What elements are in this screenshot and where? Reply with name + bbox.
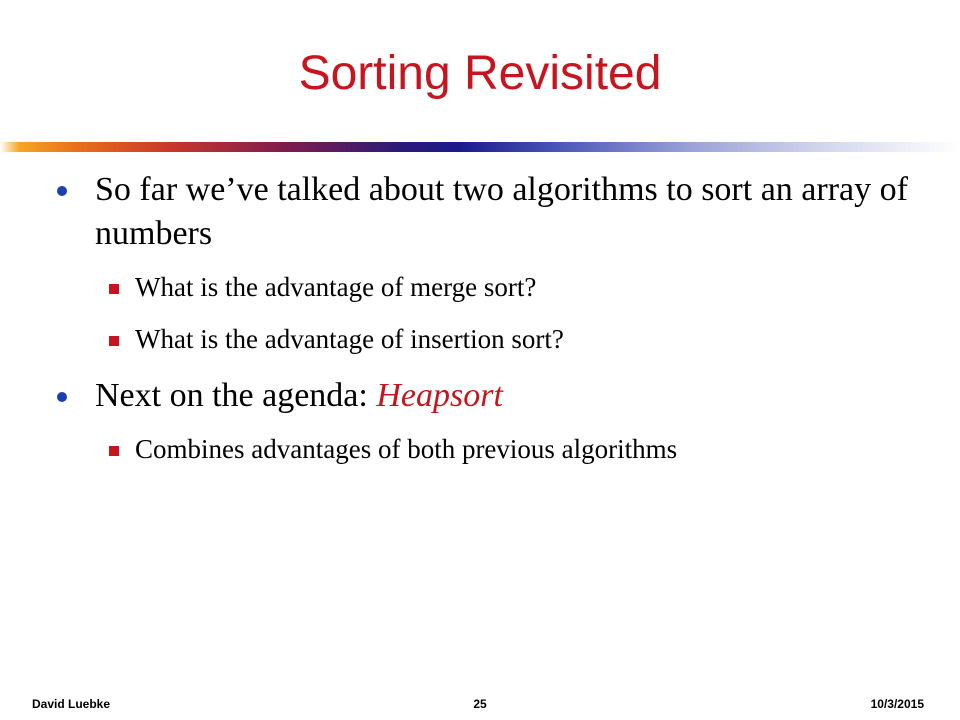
bullet-text: Next on the agenda:	[95, 377, 377, 414]
bullet-text: Combines advantages of both previous algorithms	[135, 434, 678, 464]
bullet-point-level1	[55, 374, 925, 418]
footer-page-number: 25	[473, 697, 487, 711]
bullet-text: What is the advantage of merge sort?	[135, 272, 537, 302]
bullet-point-level2	[55, 270, 925, 304]
square-bullet-icon	[109, 284, 119, 294]
round-bullet-icon	[57, 392, 67, 402]
square-bullet-icon	[109, 446, 119, 456]
bullet-point-level2	[55, 322, 925, 356]
slide-body	[55, 168, 925, 484]
round-bullet-icon	[57, 186, 67, 196]
bullet-point-level2	[55, 432, 925, 466]
bullet-text: What is the advantage of insertion sort?	[135, 324, 564, 354]
slide-title: Sorting Revisited	[298, 47, 662, 100]
bullet-point-level1	[55, 168, 925, 256]
footer-author: David Luebke	[32, 697, 111, 711]
footer-date: 10/3/2015	[870, 697, 924, 711]
emphasized-term: Heapsort	[376, 377, 503, 414]
bullet-text: So far we’ve talked about two algorithms to sort an array of numbers	[95, 171, 908, 252]
square-bullet-icon	[109, 336, 119, 346]
title-divider	[0, 142, 960, 152]
